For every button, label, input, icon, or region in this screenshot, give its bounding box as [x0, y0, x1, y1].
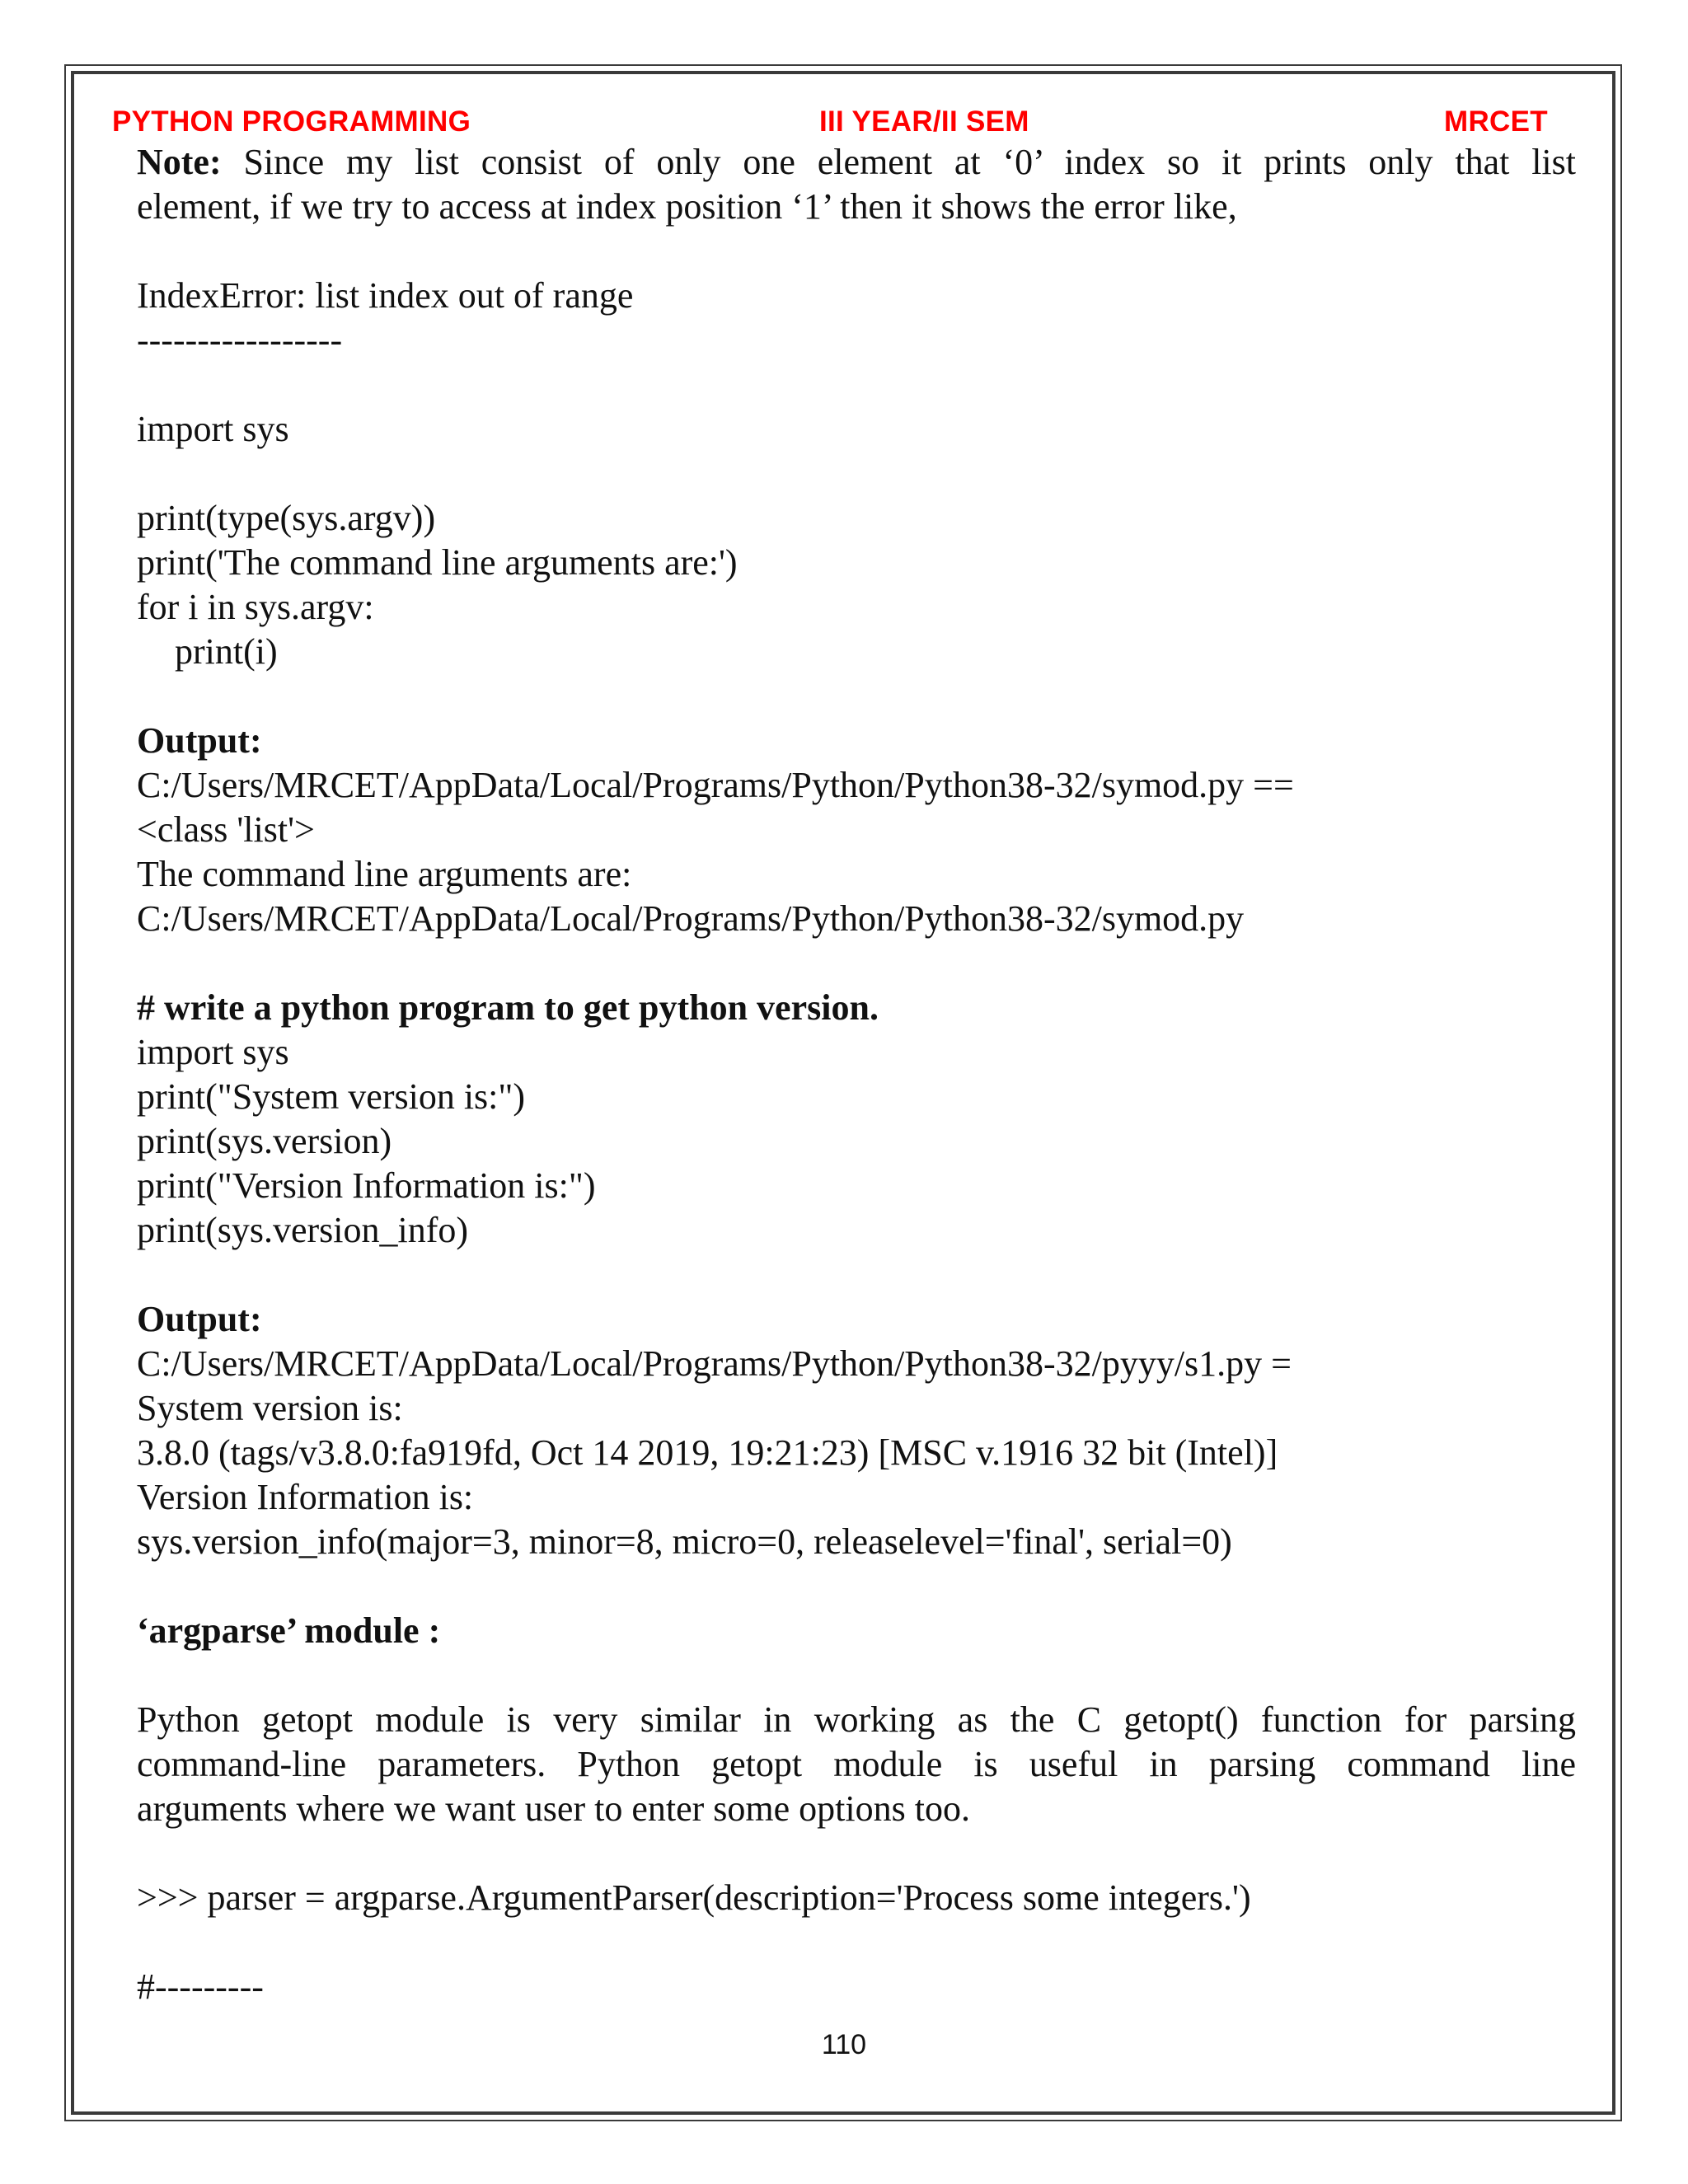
section-heading-argparse: ‘argparse’ module : — [137, 1610, 441, 1651]
code-line: import sys — [137, 1032, 289, 1072]
code-line: print(type(sys.argv)) — [137, 498, 436, 538]
spacer — [137, 1564, 1576, 1609]
output-line: 3.8.0 (tags/v3.8.0:fa919fd, Oct 14 2019, 19:21:23) [MSC v.1916 32 bit (Intel)] — [137, 1432, 1278, 1473]
code-comment: #--------- — [137, 1966, 264, 2007]
header-institution: MRCET — [1444, 105, 1548, 138]
spacer — [137, 1253, 1576, 1297]
spacer — [137, 941, 1576, 986]
page-content — [137, 140, 1576, 2009]
note-label: Note: — [137, 142, 222, 182]
output-line: C:/Users/MRCET/AppData/Local/Programs/Python/Python38-32/pyyy/s1.py = — [137, 1343, 1292, 1384]
code-line: print('The command line arguments are:') — [137, 542, 738, 583]
spacer — [137, 229, 1576, 274]
output-line: Version Information is: — [137, 1477, 474, 1517]
spacer — [137, 1831, 1576, 1876]
code-line: for i in sys.argv: — [137, 587, 374, 627]
code-import: import sys — [137, 409, 289, 449]
separator-line: ----------------- — [137, 320, 343, 360]
code-line-indented: print(i) — [175, 631, 278, 672]
output-line: <class 'list'> — [137, 809, 315, 850]
page-number: 110 — [821, 2029, 867, 2060]
output-line: C:/Users/MRCET/AppData/Local/Programs/Python/Python38-32/symod.py — [137, 898, 1245, 939]
paragraph-line: arguments where we want user to enter some options too. — [137, 1788, 970, 1829]
note-line-1 — [137, 140, 1576, 185]
paragraph-line: command-line parameters. Python getopt module is useful in parsing command line — [137, 1744, 1576, 1784]
spacer — [137, 1653, 1576, 1698]
spacer — [137, 452, 1576, 496]
spacer — [137, 363, 1576, 407]
header-year-semester: III YEAR/II SEM — [819, 105, 1029, 138]
note-text-1: Since my list consist of only one element at ‘0’ index so it prints only that list — [221, 142, 1576, 182]
spacer — [137, 674, 1576, 719]
code-line: print("Version Information is:") — [137, 1165, 596, 1206]
spacer — [137, 1920, 1576, 1965]
output-line: sys.version_info(major=3, minor=8, micro=0, releaselevel='final', serial=0) — [137, 1521, 1232, 1562]
output-heading: Output: — [137, 720, 262, 761]
output-line: System version is: — [137, 1388, 403, 1428]
paragraph-line: Python getopt module is very similar in working as the C getopt() function for parsing — [137, 1699, 1576, 1740]
code-line: print("System version is:") — [137, 1076, 526, 1117]
output-heading: Output: — [137, 1299, 262, 1339]
code-example: >>> parser = argparse.ArgumentParser(description='Process some integers.') — [137, 1877, 1251, 1918]
output-line: C:/Users/MRCET/AppData/Local/Programs/Python/Python38-32/symod.py == — [137, 765, 1294, 805]
output-line: The command line arguments are: — [137, 854, 632, 894]
header-course-title: PYTHON PROGRAMMING — [112, 105, 471, 138]
error-message: IndexError: list index out of range — [137, 275, 634, 316]
code-line: print(sys.version_info) — [137, 1210, 469, 1250]
code-line: print(sys.version) — [137, 1121, 392, 1161]
note-line-2: element, if we try to access at index position ‘1’ then it shows the error like, — [137, 186, 1237, 227]
program-heading: # write a python program to get python version. — [137, 987, 879, 1028]
